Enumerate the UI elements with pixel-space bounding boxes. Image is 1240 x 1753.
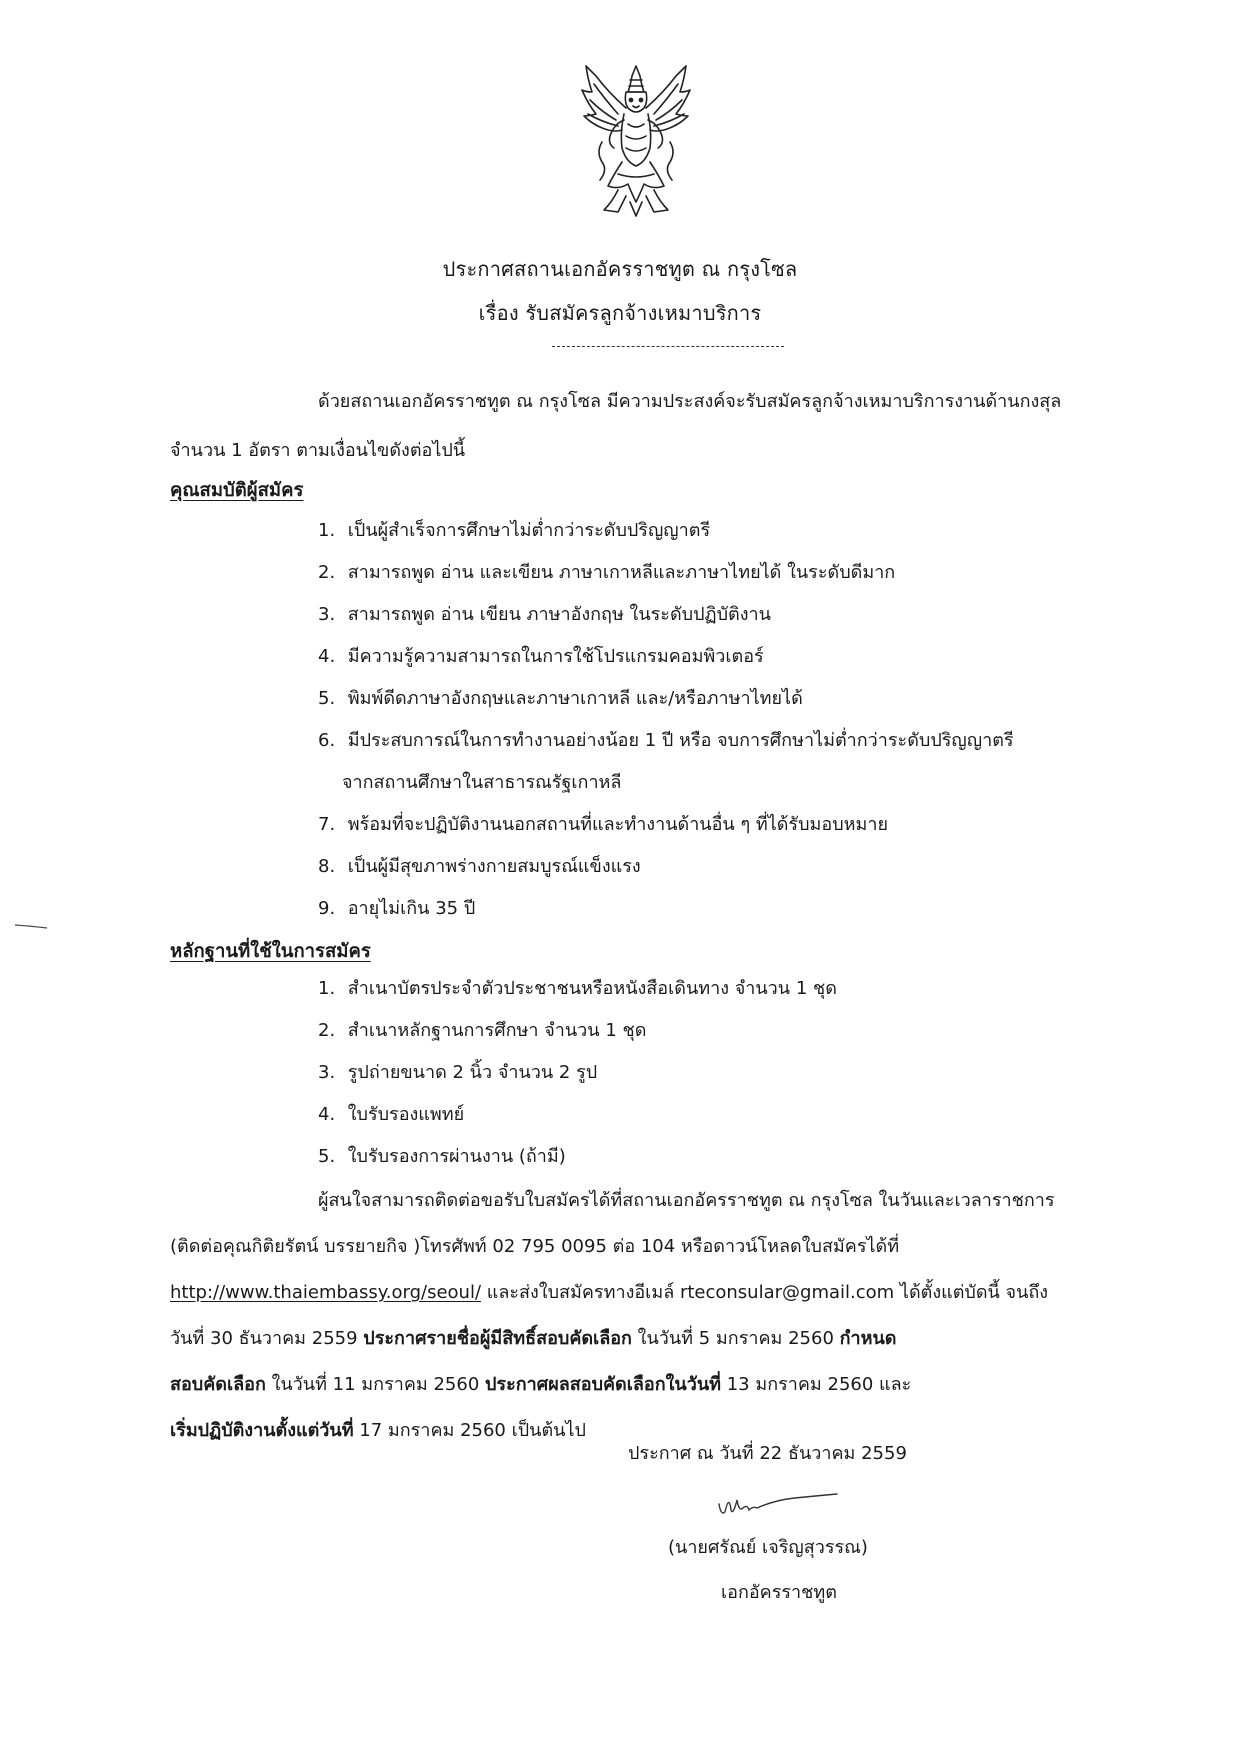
embassy-website-link[interactable]: http://www.thaiembassy.org/seoul/ [170, 1282, 482, 1303]
closing-line-1: ผู้สนใจสามารถติดต่อขอรับใบสมัครได้ที่สถานเอกอัครราชทูต ณ กรุงโซล ในวันและเวลาราชการ [318, 1190, 1055, 1211]
signatory-name: (นายศรัณย์ เจริญสุวรรณ) [668, 1537, 868, 1558]
list-item: 3. รูปถ่ายขนาด 2 นิ้ว จำนวน 2 รูป [318, 1062, 598, 1083]
handwritten-signature-icon [715, 1486, 841, 1522]
qualifications-list [318, 510, 1014, 930]
documents-heading: หลักฐานที่ใช้ในการสมัคร [170, 941, 371, 962]
closing-line-3: http://www.thaiembassy.org/seoul/ และส่งใบสมัครทางอีเมล์ rteconsular@gmail.com ได้ตั้งแต่บัดนี้ จนถึง [170, 1282, 1049, 1303]
list-item: 2. สามารถพูด อ่าน และเขียน ภาษาเกาหลีและภาษาไทยได้ ในระดับดีมาก [318, 562, 896, 583]
closing-line-6: เริ่มปฏิบัติงานตั้งแต่วันที่ 17 มกราคม 2560 เป็นต้นไป [170, 1420, 586, 1441]
closing-line-4: วันที่ 30 ธันวาคม 2559 ประกาศรายชื่อผู้มีสิทธิ์สอบคัดเลือก ในวันที่ 5 มกราคม 2560 กำหนด [170, 1328, 897, 1349]
garuda-emblem-icon [578, 62, 694, 220]
intro-line-2: จำนวน 1 อัตรา ตามเงื่อนไขดังต่อไปนี้ [170, 440, 466, 461]
proclamation-date: ประกาศ ณ วันที่ 22 ธันวาคม 2559 [628, 1443, 907, 1464]
margin-pen-mark [14, 923, 48, 929]
documents-list [318, 968, 837, 1178]
qualifications-heading: คุณสมบัติผู้สมัคร [170, 480, 304, 501]
list-item: 3. สามารถพูด อ่าน เขียน ภาษาอังกฤษ ในระดับปฏิบัติงาน [318, 604, 771, 625]
list-item: 5. ใบรับรองการผ่านงาน (ถ้ามี) [318, 1146, 566, 1167]
list-item: 2. สำเนาหลักฐานการศึกษา จำนวน 1 ชุด [318, 1020, 647, 1041]
dashed-divider [552, 346, 784, 347]
closing-line-5: สอบคัดเลือก ในวันที่ 11 มกราคม 2560 ประกาศผลสอบคัดเลือกในวันที่ 13 มกราคม 2560 และ [170, 1374, 912, 1395]
announcement-title: ประกาศสถานเอกอัครราชทูต ณ กรุงโซล [442, 257, 798, 281]
closing-paragraph [170, 1178, 1130, 1454]
announcement-subject: เรื่อง รับสมัครลูกจ้างเหมาบริการ [478, 301, 762, 325]
list-item: 7. พร้อมที่จะปฏิบัติงานนอกสถานที่และทำงานด้านอื่น ๆ ที่ได้รับมอบหมาย [318, 814, 889, 835]
list-item: 8. เป็นผู้มีสุขภาพร่างกายสมบูรณ์แข็งแรง [318, 856, 641, 877]
list-item: 5. พิมพ์ดีดภาษาอังกฤษและภาษาเกาหลี และ/หรือภาษาไทยได้ [318, 688, 803, 709]
intro-paragraph [170, 377, 1130, 475]
list-item: 1. เป็นผู้สำเร็จการศึกษาไม่ต่ำกว่าระดับปริญญาตรี [318, 520, 711, 541]
closing-line-2: (ติดต่อคุณกิติยรัตน์ บรรยายกิจ )โทรศัพท์ 02 795 0095 ต่อ 104 หรือดาวน์โหลดใบสมัครได้ที่ [170, 1236, 900, 1257]
list-item: 4. ใบรับรองแพทย์ [318, 1104, 465, 1125]
list-item-continuation: จากสถานศึกษาในสาธารณรัฐเกาหลี [342, 772, 622, 793]
list-item: 9. อายุไม่เกิน 35 ปี [318, 898, 476, 919]
list-item: 1. สำเนาบัตรประจำตัวประชาชนหรือหนังสือเดินทาง จำนวน 1 ชุด [318, 978, 837, 999]
signatory-position: เอกอัครราชทูต [721, 1582, 837, 1603]
list-item: 4. มีความรู้ความสามารถในการใช้โปรแกรมคอมพิวเตอร์ [318, 646, 764, 667]
list-item: 6. มีประสบการณ์ในการทำงานอย่างน้อย 1 ปี หรือ จบการศึกษาไม่ต่ำกว่าระดับปริญญาตรี [318, 730, 1014, 751]
intro-line-1: ด้วยสถานเอกอัครราชทูต ณ กรุงโซล มีความประสงค์จะรับสมัครลูกจ้างเหมาบริการงานด้านกงสุล [318, 391, 1062, 412]
